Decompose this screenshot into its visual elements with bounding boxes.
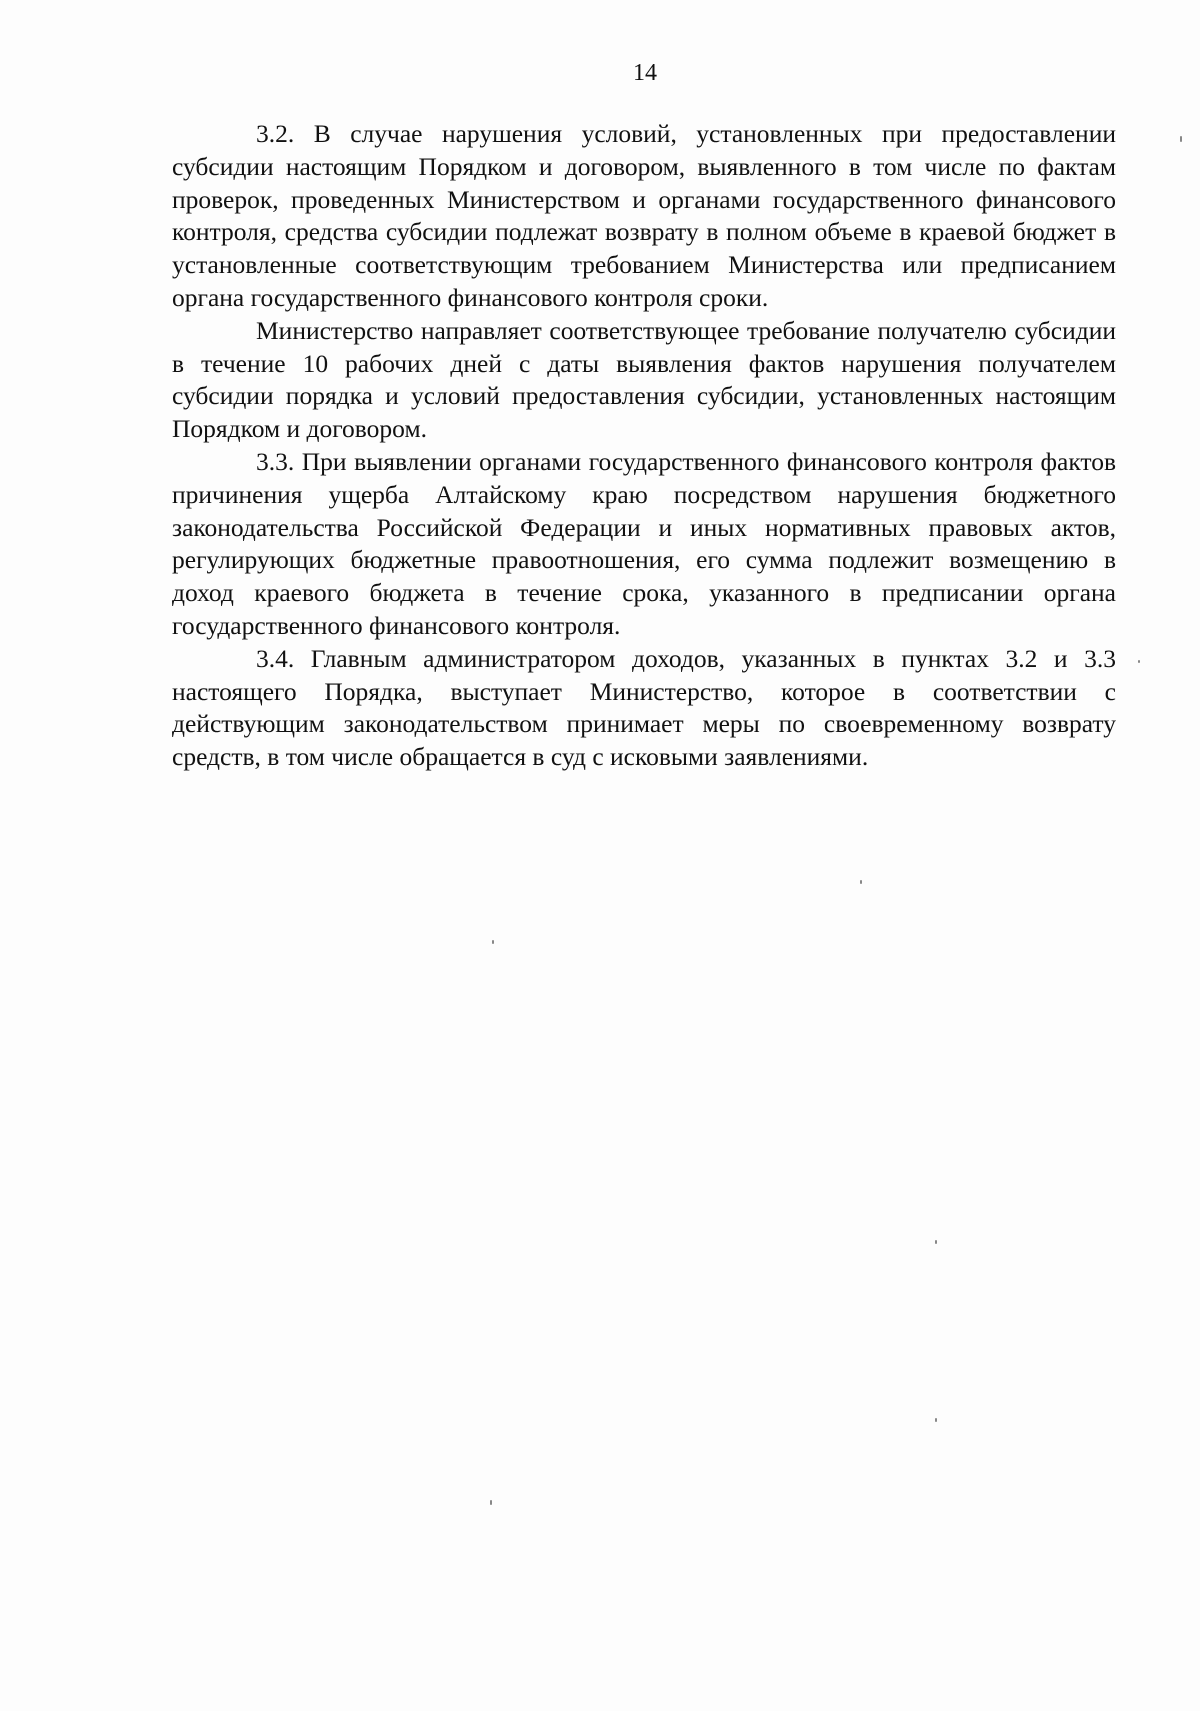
scan-speck xyxy=(490,1500,492,1505)
scan-speck xyxy=(492,940,494,944)
scan-speck xyxy=(935,1418,937,1422)
scan-speck xyxy=(1180,136,1182,142)
page-number: 14 xyxy=(633,60,657,86)
scan-speck xyxy=(1138,660,1140,663)
document-body xyxy=(172,118,1116,774)
paragraph-3-3: 3.3. При выявлении органами государственного финансового контроля фактов причинения ущерба Алтайскому краю посредством нарушения бюджетного законодательства Российской Федерации и иных нормативных правовых актов, регулирующих бюджетные правоотношения, его сумма подлежит возмещению в доход краевого бюджета в течение срока, указанного в предписании органа государственного финансового контроля. xyxy=(172,446,1116,640)
paragraph-ministry-requirement: Министерство направляет соответствующее требование получателю субсидии в течение 10 рабочих дней с даты выявления фактов нарушения получателем субсидии порядка и условий предоставления субсидии, установленных настоящим Порядком и договором. xyxy=(172,315,1116,444)
paragraph-3-2: 3.2. В случае нарушения условий, установленных при предоставлении субсидии настоящим Порядком и договором, выявленного в том числе по фактам проверок, проведенных Министерством и органами государственного финансового контроля, средства субсидии подлежат возврату в полном объеме в краевой бюджет в установленные соответствующим требованием Министерства или предписанием органа государственного финансового контроля сроки. xyxy=(172,119,1116,312)
paragraph-3-4: 3.4. Главным администратором доходов, указанных в пунктах 3.2 и 3.3 настоящего Порядка, выступает Министерство, которое в соответствии с действующим законодательством принимает меры по своевременному возврату средств, в том числе обращается в суд с исковыми заявлениями. xyxy=(172,643,1116,772)
scan-speck xyxy=(935,1240,937,1244)
scan-speck xyxy=(860,880,862,884)
